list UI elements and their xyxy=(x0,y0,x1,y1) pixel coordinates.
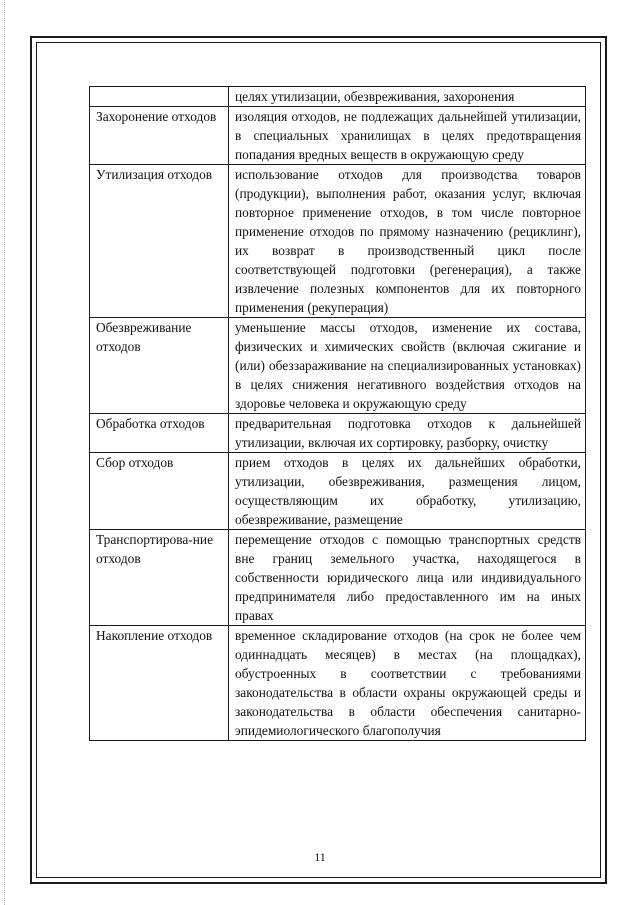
term-cell xyxy=(90,87,229,107)
table-row xyxy=(90,87,586,107)
table-row xyxy=(90,165,586,318)
term-cell: Утилизация отходов xyxy=(90,165,229,318)
definition-cell: предварительная подготовка отходов к дальнейшей утилизации, включая их сортировку, разборку, очистку xyxy=(229,414,586,453)
definitions-table xyxy=(89,86,586,741)
definition-cell: прием отходов в целях их дальнейших обработки, утилизации, обезвреживания, размещения лицом, осуществляющим их обработку, утилизацию, обезвреживание, размещение xyxy=(229,453,586,530)
term-cell: Захоронение отходов xyxy=(90,107,229,165)
term-cell: Обезвреживание отходов xyxy=(90,318,229,414)
table-row xyxy=(90,107,586,165)
scan-edge xyxy=(4,0,5,905)
term-cell: Сбор отходов xyxy=(90,453,229,530)
definition-cell: использование отходов для производства товаров (продукции), выполнения работ, оказания услуг, включая повторное применение отходов, в том числе повторное применение отходов по прямому назначению (рециклинг), их возврат в производственный цикл после соответствующей подготовки (регенерация), а также извлечение полезных компонентов для их повторного применения (рекуперация) xyxy=(229,165,586,318)
definition-cell: уменьшение массы отходов, изменение их состава, физических и химических свойств (включая сжигание и (или) обеззараживание на специализированных установках) в целях снижения негативного воздействия отходов на здоровье человека и окружающую среду xyxy=(229,318,586,414)
term-cell: Транспортирова-ние отходов xyxy=(90,530,229,626)
definition-cell: изоляция отходов, не подлежащих дальнейшей утилизации, в специальных хранилищах в целях предотвращения попадания вредных веществ в окружающую среду xyxy=(229,107,586,165)
definition-cell: временное складирование отходов (на срок не более чем одиннадцать месяцев) в местах (на площадках), обустроенных в соответствии с требованиями законодательства в области охраны окружающей среды и законодательства в области обеспечения санитарно-эпидемиологического благополучия xyxy=(229,626,586,741)
term-cell: Накопление отходов xyxy=(90,626,229,741)
definition-cell: целях утилизации, обезвреживания, захоронения xyxy=(229,87,586,107)
table-row xyxy=(90,414,586,453)
table-row xyxy=(90,530,586,626)
term-cell: Обработка отходов xyxy=(90,414,229,453)
table-row xyxy=(90,626,586,741)
definition-cell: перемещение отходов с помощью транспортных средств вне границ земельного участка, находящегося в собственности юридического лица или индивидуального предпринимателя либо предоставленного им на иных правах xyxy=(229,530,586,626)
page-number: 11 xyxy=(314,850,326,864)
table-row xyxy=(90,318,586,414)
table-row xyxy=(90,453,586,530)
